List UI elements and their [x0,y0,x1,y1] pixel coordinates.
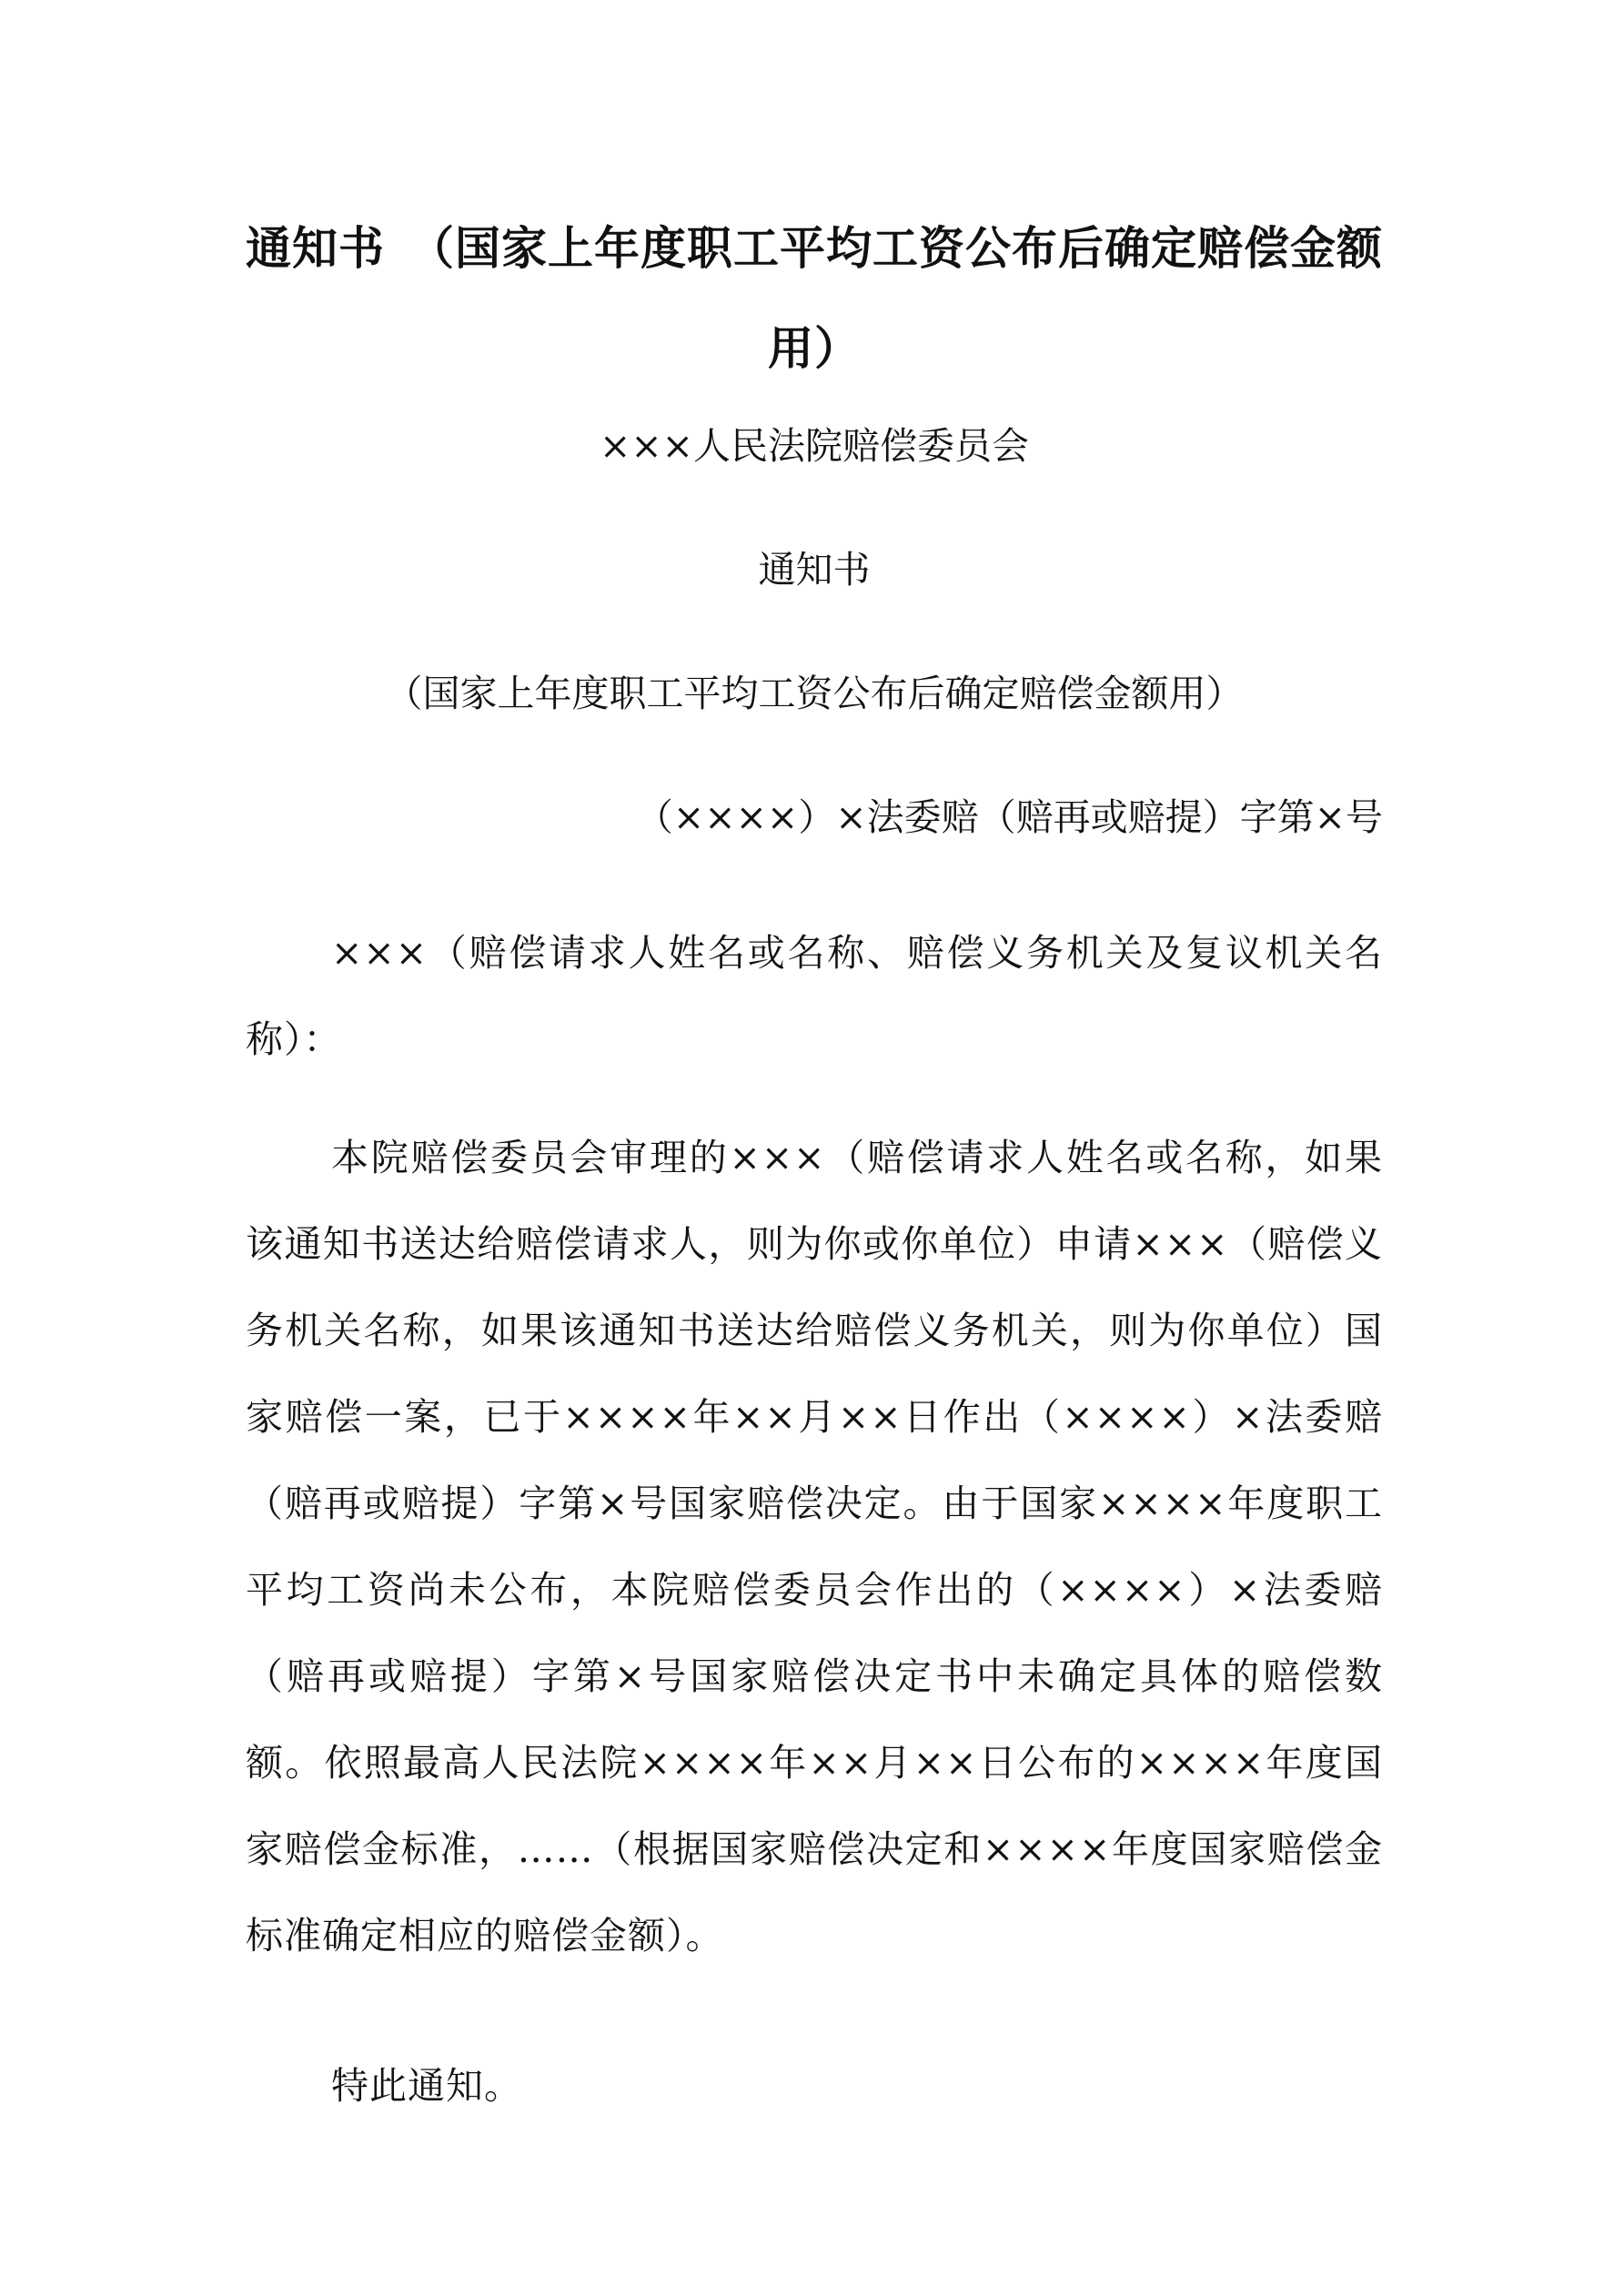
document-type: 通知书 [758,548,871,592]
addressee: ×××（赔偿请求人姓名或名称、赔偿义务机关及复议机关名称）： [246,931,1383,1061]
case-number: （××××）×法委赔（赔再或赔提）字第×号 [635,795,1383,839]
body-paragraph: 本院赔偿委员会审理的×××（赔偿请求人姓名或名称，如果该通知书送达给赔偿请求人，则为你或你单位）申请×××（赔偿义务机关名称，如果该通知书送达给赔偿义务机关，则为你单位）国家赔偿一案，已于××××年××月××日作出（××××）×法委赔（赔再或赔提）字第×号国家赔偿决定。由于国家××××年度职工平均工资尚未公布，本院赔偿委员会作出的（××××）×法委赔（赔再或赔提）字第×号国家赔偿决定书中未确定具体的赔偿数额。依照最高人民法院××××年××月××日公布的××××年度国家赔偿金标准，……（根据国家赔偿决定和××××年度国家赔偿金标准确定相应的赔偿金额）。 [246,1136,1383,1957]
court-name: ×××人民法院赔偿委员会 [599,424,1030,468]
document-title: 通知书 （国家上年度职工平均工资公布后确定赔偿金额用） [246,221,1383,375]
document-subtitle: （国家上年度职工平均工资公布后确定赔偿金额用） [385,672,1244,715]
closing-line: 特此通知。 [331,2064,522,2108]
